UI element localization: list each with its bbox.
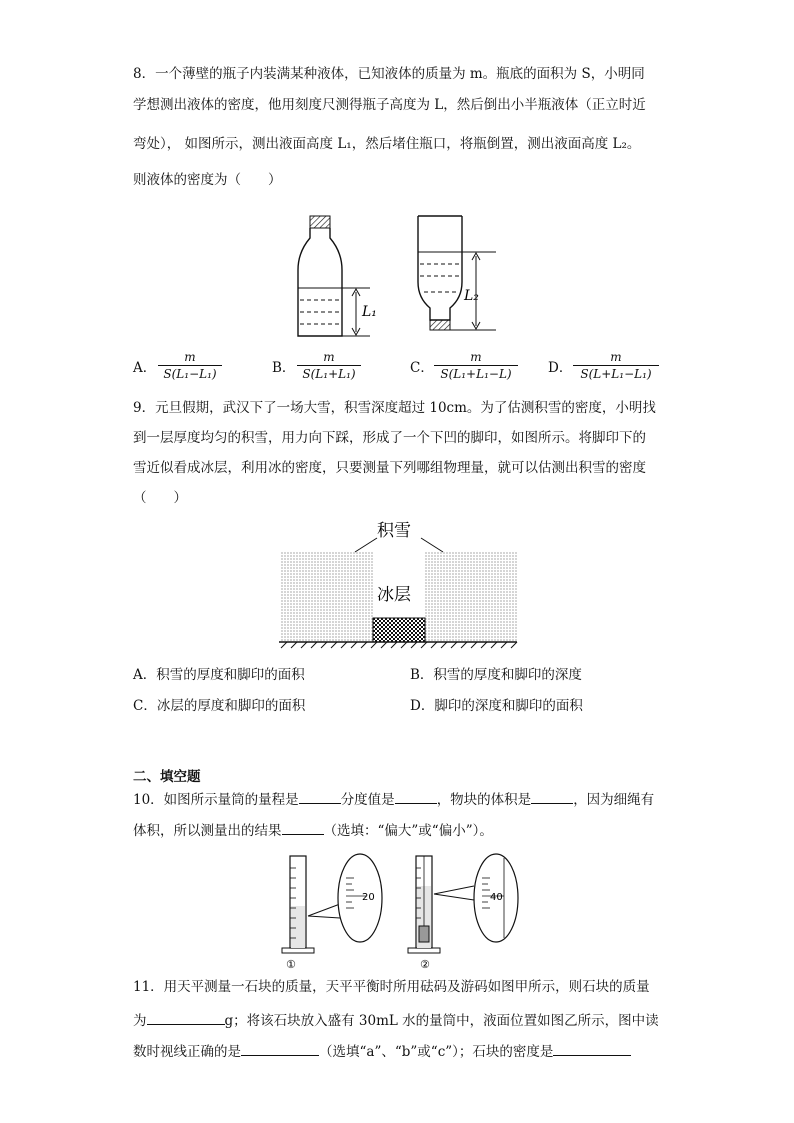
q8-line-2: 学想测出液体的密度，他用刻度尺测得瓶子高度为 L，然后倒出小半瓶液体（正立时近 [133, 97, 646, 113]
q11-line-3 [133, 1041, 631, 1062]
inverted-bottle-cap [430, 320, 450, 330]
q11-blank-density[interactable] [553, 1041, 631, 1056]
q8-option-d-num: m [573, 350, 659, 366]
cylinder-1-base [282, 948, 314, 953]
ice-layer [373, 618, 425, 642]
q8-option-b-fraction [297, 350, 361, 381]
q10-blank-division[interactable] [395, 789, 437, 804]
q8-option-a-den: S(L₁−L₁) [163, 367, 217, 381]
q9-option-a: A．积雪的厚度和脚印的面积 [133, 667, 305, 683]
q8-option-a-num: m [158, 350, 222, 366]
q8-option-b-den: S(L₁+L₁) [302, 367, 356, 381]
q10-text-1: 10．如图所示量筒的量程是 [133, 792, 299, 808]
q11-text-4: （选填“a”、“b”或“c”）；石块的密度是 [319, 1044, 554, 1060]
fig-label-l1: L₁ [362, 304, 377, 320]
q8-option-c-num: m [434, 350, 518, 366]
q8-bottle-figure [290, 212, 500, 342]
fig-label-ice: 冰层 [377, 585, 411, 605]
q9-option-c: C．冰层的厚度和脚印的面积 [133, 698, 306, 714]
q9-line-4: （ ） [133, 490, 187, 506]
fig-mark-2: ② [420, 958, 430, 971]
q9-option-d: D．脚印的深度和脚印的面积 [410, 698, 583, 714]
q8-option-d-den: S(L+L₁−L₁) [580, 367, 652, 381]
q8-option-c-letter: C． [410, 360, 434, 376]
inverted-bottle [418, 216, 462, 320]
q8-line-3: 弯处）， 如图所示，测出液面高度 L₁，然后堵住瓶口，将瓶倒置，测出液面高度 L₂。 [133, 136, 641, 152]
q10-text-3: ，物块的体积是 [436, 792, 532, 808]
q10-text-4: ，因为细绳有 [573, 792, 655, 808]
bottle-cap [310, 216, 330, 228]
q11-blank-sightline[interactable] [241, 1041, 319, 1056]
q9-option-b: B．积雪的厚度和脚印的深度 [410, 667, 582, 683]
q9-line-2: 到一层厚度均匀的积雪，用力向下踩，形成了一个下凹的脚印，如图所示。将脚印下的 [133, 430, 646, 446]
snow-left [281, 552, 373, 642]
q8-line-4: 则液体的密度为（ ） [133, 172, 282, 188]
section-heading: 二、填空题 [133, 769, 201, 785]
fig-label-snow: 积雪 [377, 521, 411, 541]
q8-option-b-letter: B． [272, 360, 296, 376]
q8-option-b-num: m [297, 350, 361, 366]
q8-option-d-fraction [573, 350, 659, 381]
q10-blank-range[interactable] [299, 789, 341, 804]
q11-line-2 [133, 1010, 659, 1031]
zoom-circle-1 [338, 854, 382, 942]
q9-snow-figure [275, 516, 520, 651]
q8-option-c-fraction [434, 350, 518, 381]
q11-line-1: 11．用天平测量一石块的质量，天平平衡时所用砝码及游码如图甲所示，则石块的质量 [133, 979, 650, 995]
snow-right [425, 552, 517, 642]
q8-option-a-letter: A． [133, 360, 157, 376]
zoom-reading-2: 40 [490, 892, 503, 903]
q10-cylinder-figure [278, 848, 528, 973]
q8-option-c-den: S(L₁+L₁−L) [440, 367, 512, 381]
q11-blank-mass[interactable] [147, 1010, 225, 1025]
q10-text-2: 分度值是 [340, 792, 395, 808]
q11-text-3: 数时视线正确的是 [133, 1044, 241, 1060]
q9-line-3: 雪近似看成冰层，利用冰的密度，只要测量下列哪组物理量，就可以估测出积雪的密度 [133, 460, 646, 476]
q8-line-1: 8．一个薄壁的瓶子内装满某种液体，已知液体的质量为 m。瓶底的面积为 S，小明同 [133, 66, 645, 82]
q10-line-1 [133, 789, 654, 810]
fig-label-l2: L₂ [464, 288, 479, 304]
upright-bottle [298, 228, 342, 336]
q11-text-2: g；将该石块放入盛有 30mL 水的量筒中，液面位置如图乙所示，图中读 [224, 1013, 659, 1029]
zoom-reading-1: 20 [362, 892, 375, 903]
q10-text-6: （选填：“偏大”或“偏小”）。 [323, 823, 493, 839]
object-block [419, 926, 429, 942]
q8-option-d-letter: D． [548, 360, 573, 376]
q10-blank-result[interactable] [282, 820, 324, 835]
q10-text-5: 体积，所以测量出的结果 [133, 823, 282, 839]
q9-line-1: 9．元旦假期，武汉下了一场大雪，积雪深度超过 10cm。为了估测积雪的密度，小明找 [133, 400, 656, 416]
q10-line-2 [133, 820, 493, 841]
fig-mark-1: ① [286, 958, 296, 971]
q10-blank-volume[interactable] [531, 789, 573, 804]
q8-option-a-fraction [158, 350, 222, 381]
q11-text-1: 为 [133, 1013, 147, 1029]
cylinder-2-base [408, 948, 440, 953]
